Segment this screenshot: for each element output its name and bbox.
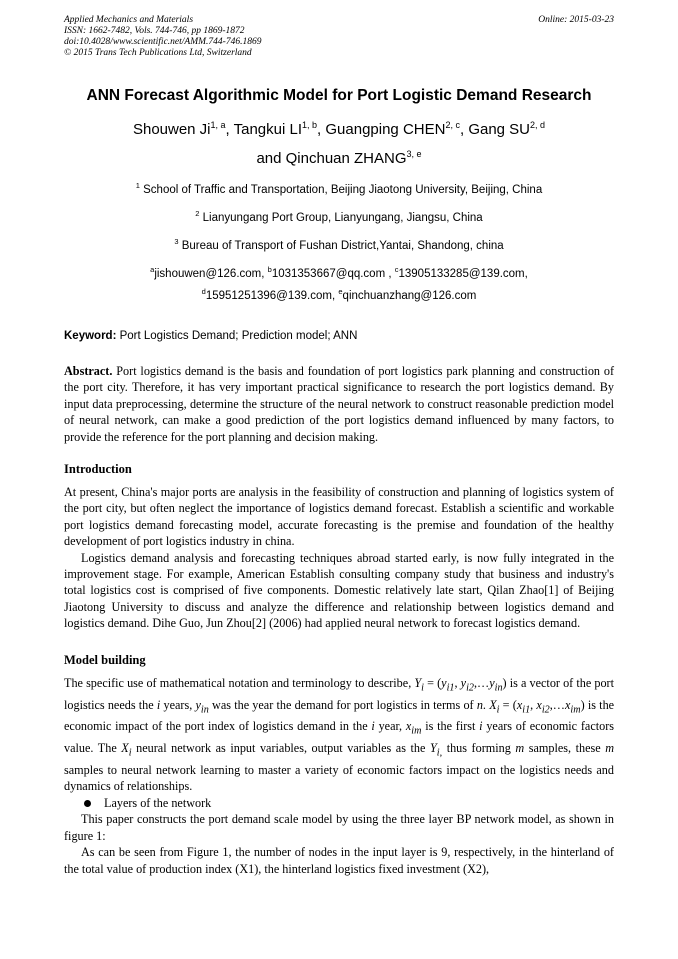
affiliation-text: Bureau of Transport of Fushan District,Yantai, Shandong, china [181, 240, 504, 252]
keyword-line [64, 329, 614, 343]
affiliation [64, 179, 614, 197]
affiliation-sup: 1 [135, 181, 140, 190]
author-sup: 2, c [445, 120, 460, 130]
affiliation [64, 207, 614, 225]
keyword-label: Keyword: [64, 330, 117, 342]
paragraph: Logistics demand analysis and forecasting techniques abroad started early, is now fully integrated in the improvement stage. For example, American Establish consulting company study that business and industry's total logistics cost is comprised of five components. Domestic relatively late start, Qilan Zhao[1] of Beijing Jiaotong University to discuss and analyze the difference and relationship between logistics demand and logistics demand. Dihe Guo, Jun Zhou[2] (2006) had applied neural network to forecast logistics demand. [64, 550, 614, 631]
journal-issn: ISSN: 1662-7482, Vols. 744-746, pp 1869-1872 [64, 26, 245, 36]
author-name: Gang SU [468, 121, 531, 138]
email-link[interactable]: 15951251396@139.com, [205, 290, 336, 302]
email-link[interactable]: jishouwen@126.com, [154, 268, 265, 280]
affiliation-text: Lianyungang Port Group, Lianyungang, Jiangsu, China [202, 212, 483, 224]
paragraph: At present, China's major ports are analysis in the feasibility of construction and planning of logistics system of the port city, but often neglect the importance of logistics demand forecast. Establish a scientific and workable port logistics demand forecasting model, accurate forecasting is the premise and foundation of the healthy development of port logistics industry in china. [64, 485, 614, 549]
email-link[interactable]: qinchuanzhang@126.com [342, 290, 477, 302]
abstract [64, 363, 614, 445]
journal-doi: doi:10.4028/www.scientific.net/AMM.744-746.1869 [64, 37, 262, 47]
author-sup: 1, a [210, 120, 226, 130]
affiliation-sup: 3 [174, 237, 179, 246]
paragraph: As can be seen from Figure 1, the number of nodes in the input layer is 9, respectively, in the hinterland of the total value of production index (X1), the hinterland logistics fixed investment (X2), [64, 845, 614, 876]
journal-copyright: © 2015 Trans Tech Publications Ltd, Switzerland [64, 48, 252, 58]
author-name: Guangping CHEN [325, 121, 446, 138]
affiliation-text: School of Traffic and Transportation, Beijing Jiaotong University, Beijing, China [143, 184, 543, 196]
affiliation [64, 235, 614, 253]
bullet-dot-icon [84, 800, 91, 807]
author-sup: 2, d [530, 120, 546, 130]
paragraph: This paper constructs the port demand scale model by using the three layer BP network model, as shown in figure 1: [64, 812, 614, 843]
bullet-item [64, 795, 614, 811]
journal-name: Applied Mechanics and Materials [64, 15, 194, 25]
email-link[interactable]: 13905133285@139.com, [398, 268, 528, 280]
paper-title: ANN Forecast Algorithmic Model for Port Logistic Demand Research [86, 87, 592, 104]
abstract-text: Port logistics demand is the basis and foundation of port logistics park planning and construction of the port city. Therefore, it has very important practical significance to research the port logistics demand. By input data preprocessing, determine the structure of the neural network to construct reasonable prediction model of neural network, can make a good prediction of the port logistics demand influenced by many factors, to provide the reference for the port planning and decision making. [64, 364, 615, 444]
abstract-label: Abstract. [64, 364, 113, 378]
email-link[interactable]: 1031353667@qq.com , [271, 268, 392, 280]
affiliation-sup: 2 [195, 209, 200, 218]
author-list: Shouwen Ji$^{1, a}$, Tangkui LI$^{1, b}$, Guangping CHEN$^{2, c}$, Gang SU$^{2, d}$ and Qinchuan ZHANG$^{3, e}$ [132, 120, 546, 167]
journal-header [64, 15, 614, 59]
keyword-text: Port Logistics Demand; Prediction model; ANN [119, 330, 358, 342]
author-sup: 1, b [302, 120, 318, 130]
author-name: Qinchuan ZHANG [285, 150, 407, 167]
online-date: Online: 2015-03-23 [538, 15, 614, 25]
bullet-text: Layers of the network [104, 795, 212, 810]
author-name: Shouwen Ji [132, 121, 211, 138]
section-heading-introduction: Introduction [64, 462, 132, 477]
email-list: $^a$jishouwen@126.com, $^b$1031353667@qq.com , $^c$13905133285@139.com, $^d$15951251396@139.com, $^e$qinchuanzhang@126.com [150, 265, 528, 302]
paragraph-notation: The specific use of mathematical notation and terminology to describe, $Y_i = (y_{i1}$, $y_{i2},\dots y_{in}$) is a vector of the port logistics needs the i years, $y_{in}$ was the year the demand for port logistics in terms of n. $X_i = (x_{i1}$, $x_{i2},\dots x_{im}$) is the economic impact of the port index of logistics demand in the i year, $x_{im}$ is the first i years of economic factors value. The $X_i$ neural network as input variables, output variables as the $Y_{i,}$ thus forming m samples, these m samples to neural network learning to master a variety of economic factors impact on the logistics needs and dynamics of relationships. [64, 675, 615, 794]
section-heading-model-building: Model building [64, 652, 146, 667]
author-name: Tangkui LI [233, 121, 303, 138]
author-sup: 3, e [406, 149, 422, 159]
